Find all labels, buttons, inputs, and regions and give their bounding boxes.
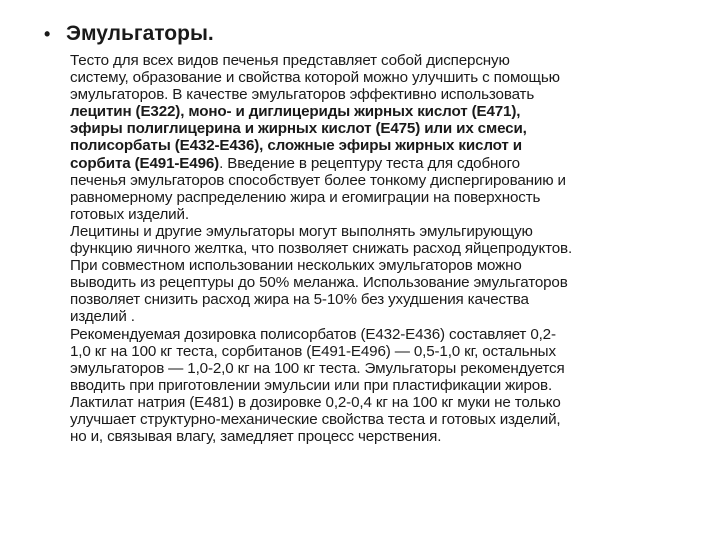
text-line xyxy=(70,240,690,257)
slide-title: Эмульгаторы. xyxy=(66,22,214,45)
text-segment: Лактилат натрия (Е481) в дозировке 0,2-0,4 кг на 100 кг муки не только xyxy=(70,393,561,411)
text-segment: функцию яичного желтка, что позволяет снижать расход яйцепродуктов. xyxy=(70,240,573,258)
text-line xyxy=(70,394,690,411)
text-line xyxy=(70,326,690,343)
text-segment: эмульгаторов — 1,0-2,0 кг на 100 кг теста. Эмульгаторы рекомендуется xyxy=(70,359,565,377)
text-line xyxy=(70,377,690,394)
text-segment: но и, связывая влагу, замедляет процесс черствения. xyxy=(70,428,442,446)
text-segment: равномерному распределению жира и егомиграции на поверхность xyxy=(70,188,541,206)
text-line xyxy=(70,308,690,325)
text-segment: Рекомендуемая дозировка полисорбатов (Е432-Е436) составляет 0,2- xyxy=(70,325,556,343)
text-line xyxy=(70,206,690,223)
text-segment: улучшает структурно-механические свойства теста и готовых изделий, xyxy=(70,410,561,428)
text-segment: систему, образование и свойства которой можно улучшить с помощью xyxy=(70,69,560,87)
text-segment: изделий . xyxy=(70,308,135,326)
text-line xyxy=(70,428,690,445)
bold-text-segment: сорбита (Е491-Е496) xyxy=(70,154,220,172)
text-segment: Тесто для всех видов печенья представляет собой дисперсную xyxy=(70,52,510,69)
text-line xyxy=(70,257,690,274)
bold-text-segment: полисорбаты (Е432-Е436), сложные эфиры жирных кислот и xyxy=(70,137,522,155)
bold-text-segment: лецитин (Е322), моно- и диглицериды жирных кислот (Е471), xyxy=(70,103,521,121)
text-segment: 1,0 кг на 100 кг теста, сорбитанов (Е491-Е496) — 0,5-1,0 кг, остальных xyxy=(70,342,556,360)
slide-heading xyxy=(44,22,214,46)
text-segment: позволяет снизить расход жира на 5-10% без ухудшения качества xyxy=(70,291,529,309)
text-segment: готовых изделий. xyxy=(70,205,189,223)
text-segment: При совместном использовании нескольких эмульгаторов можно xyxy=(70,257,522,275)
text-segment: выводить из рецептуры до 50% меланжа. Использование эмульгаторов xyxy=(70,274,568,292)
text-segment: эмульгаторов. В качестве эмульгаторов эффективно использовать xyxy=(70,86,535,104)
text-line xyxy=(70,172,690,189)
text-line xyxy=(70,291,690,308)
text-line xyxy=(70,343,690,360)
text-line xyxy=(70,137,690,154)
text-line xyxy=(70,69,690,86)
text-line xyxy=(70,155,690,172)
text-line xyxy=(70,52,690,69)
text-line xyxy=(70,189,690,206)
text-segment: вводить при приготовлении эмульсии или при пластификации жиров. xyxy=(70,376,553,394)
text-line xyxy=(70,223,690,240)
slide-body-text xyxy=(70,52,690,445)
bullet-icon: • xyxy=(44,23,51,44)
text-segment: печенья эмульгаторов способствует более тонкому диспергированию и xyxy=(70,171,566,189)
text-line xyxy=(70,274,690,291)
text-line xyxy=(70,120,690,137)
text-segment: Лецитины и другие эмульгаторы могут выполнять эмульгирующую xyxy=(70,222,533,240)
text-line xyxy=(70,360,690,377)
text-line xyxy=(70,411,690,428)
text-segment: . Введение в рецептуру теста для сдобного xyxy=(219,154,520,172)
text-line xyxy=(70,103,690,120)
text-line xyxy=(70,86,690,103)
bold-text-segment: эфиры полиглицерина и жирных кислот (Е475) или их смеси, xyxy=(70,120,527,138)
